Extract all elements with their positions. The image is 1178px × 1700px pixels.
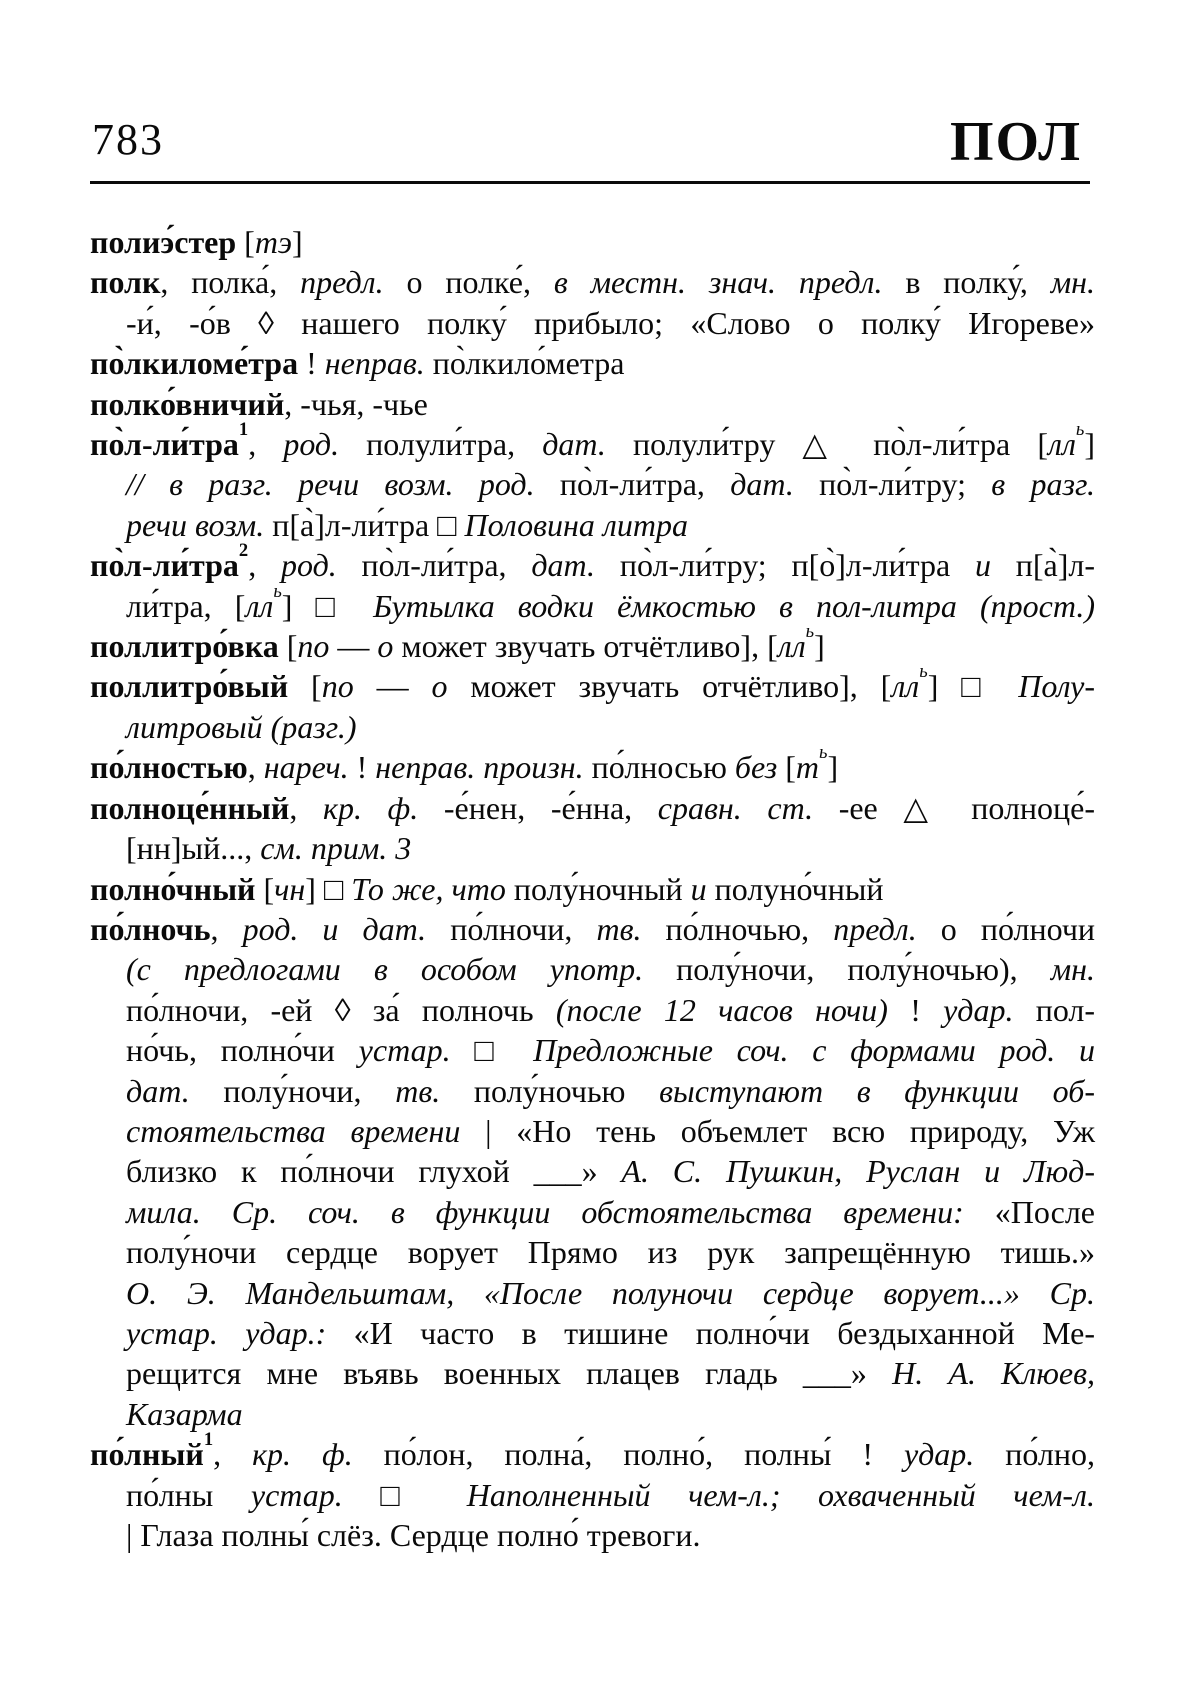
text-run: □ [342, 1476, 467, 1513]
headword: полноце́нный [90, 789, 290, 826]
text-run: -и́, -о́в ◊ нашего полку́ прибыло; «Слово о полку́ Игореве» [126, 304, 1095, 341]
text-run: лл [777, 628, 806, 665]
dictionary-entry [90, 419, 1096, 545]
entry-line [90, 909, 1095, 949]
text-run: по̀л-ли́тру; [793, 466, 992, 503]
text-run: дат. [531, 547, 596, 584]
text-run: [ [288, 668, 322, 705]
text-run: по́лночи, -ей ◊ за́ полночь [126, 991, 556, 1028]
text-run: , -чья, -чье [284, 385, 428, 422]
text-run: по̀л-ли́тру; п[о̀]л-ли́тра [595, 547, 975, 584]
entry-line [90, 1030, 1095, 1070]
text-run: дат. [542, 426, 606, 463]
text-run: | Глаза полны́ слёз. Сердце полно́ тревоги. [126, 1517, 701, 1553]
text-run: о [431, 668, 448, 705]
text-run: | «Но тень объемлет всю природу, Уж [460, 1112, 1096, 1149]
text-run: по̀л-ли́тра, [336, 547, 532, 584]
text-run: по́лночи, [426, 910, 597, 947]
entry-line [90, 384, 1095, 424]
text-run: кр. ф. [322, 789, 419, 826]
text-run: ь [919, 661, 928, 683]
text-run: род. [283, 426, 340, 463]
header-divider [90, 181, 1090, 184]
entry-line [90, 707, 1095, 747]
entry-line [90, 262, 1095, 302]
text-run: но́чь, полно́чи [126, 1032, 359, 1069]
text-run: предл. [300, 264, 384, 301]
text-run: ли́тра, [ [126, 587, 246, 624]
headword: по́лночь [90, 910, 211, 947]
text-run: ! [887, 991, 944, 1028]
dictionary-entry [90, 1429, 1096, 1555]
headword: 1 [238, 419, 249, 441]
headword: 1 [203, 1429, 214, 1451]
text-run: -ее △ полноце́- [813, 789, 1096, 826]
text-run: см. прим. 3 [260, 830, 412, 867]
text-run: предл. [833, 910, 917, 947]
entry-line [90, 1192, 1095, 1232]
entry-line [90, 1429, 1096, 1474]
headword: 2 [238, 540, 249, 562]
text-run: и [690, 870, 707, 907]
text-run: дат. [126, 1072, 190, 1109]
entry-line [90, 540, 1096, 585]
text-run: (после 12 часов ночи) [555, 991, 888, 1028]
text-run: полу́ночью [440, 1072, 660, 1109]
text-run: по́лносью [583, 749, 735, 786]
entry-line [90, 1313, 1095, 1353]
text-run: по́лны [126, 1476, 251, 1513]
text-run: Половина литра [464, 506, 688, 543]
text-run: [нн]ый..., [126, 830, 261, 867]
page-number: 783 [92, 115, 164, 164]
entry-line [90, 990, 1095, 1030]
dictionary-entry [90, 742, 1095, 787]
text-run: тв. [395, 1072, 441, 1109]
entry-line [90, 621, 1095, 666]
entry-line [90, 1111, 1095, 1151]
text-run: род. [281, 547, 337, 584]
dictionary-entry [90, 384, 1095, 424]
entry-line [90, 742, 1095, 787]
text-run: [ [777, 749, 796, 786]
text-run: в полку́, [882, 264, 1051, 301]
text-run: кр. ф. [252, 1436, 353, 1473]
text-run: рещится мне въявь военных плацев гладь ___» [126, 1355, 893, 1392]
headword: по́лностью [90, 749, 248, 786]
text-run: ] □ [305, 870, 352, 907]
text-run: полу́ночи, полу́ночью), [643, 951, 1051, 988]
text-run: по̀лкило́метра [424, 345, 625, 382]
text-run: удар. [943, 991, 1014, 1028]
entry-line [90, 343, 1095, 383]
text-run: без [734, 749, 778, 786]
entry-line [90, 1394, 1095, 1434]
entry-line [90, 580, 1096, 626]
text-run: устар. удар.: [126, 1314, 327, 1351]
text-run: , [210, 910, 243, 947]
entry-line [90, 1273, 1095, 1313]
text-run: (с предлогами в особом употр. [126, 951, 644, 988]
text-run: □ [450, 1032, 534, 1069]
text-run: , [248, 547, 281, 584]
text-run: ] □ [927, 668, 1019, 705]
headword: полно́чный [90, 870, 256, 907]
text-run: полули́тра, [339, 426, 543, 463]
text-run: полу́ночи сердце ворует Прямо из рук запрещённую тишь.» [126, 1234, 1095, 1271]
entry-line [90, 1475, 1095, 1515]
headword: по̀лкиломе́тра [90, 345, 299, 382]
text-run: сравн. ст. [657, 789, 814, 826]
entry-line [90, 1151, 1095, 1191]
text-run: может звучать отчётливо], [ [393, 628, 778, 665]
text-run: мн. [1050, 951, 1096, 988]
text-run: «После [963, 1193, 1096, 1230]
text-run: устар. [358, 1032, 451, 1069]
text-run: и [974, 547, 991, 584]
entry-line [90, 222, 1095, 262]
text-run: пол- [1013, 991, 1096, 1028]
dictionary-entry [90, 621, 1095, 666]
text-run: ] [827, 749, 839, 786]
headword: поллитро́вый [90, 668, 289, 705]
text-run: А. С. Пушкин, Руслан и Люд- [621, 1153, 1096, 1190]
dictionary-entry [90, 540, 1096, 626]
text-run: лл [891, 668, 920, 705]
text-run: нареч. [263, 749, 349, 786]
headword: полко́вничий [90, 385, 285, 422]
text-run: неправ. [324, 345, 425, 382]
text-run: полуно́чный [706, 870, 884, 907]
text-run: Наполненный чем-л.; охваченный чем-л. [466, 1476, 1095, 1513]
text-run: по́лночью, [641, 910, 834, 947]
text-run: тв. [596, 910, 642, 947]
headword: по̀л-ли́тра [90, 426, 239, 463]
headword: по̀л-ли́тра [90, 547, 239, 584]
dictionary-entry [90, 343, 1095, 383]
text-run: ] [1084, 426, 1096, 463]
text-run: о [377, 628, 394, 665]
text-run: ь [273, 580, 282, 602]
text-run: в разг. [991, 466, 1096, 503]
dictionary-entry [90, 262, 1095, 343]
text-run: дат. [730, 466, 794, 503]
entry-line [90, 1071, 1095, 1111]
text-run: // в разг. речи возм. род. [126, 466, 535, 503]
text-run: неправ. произн. [375, 749, 584, 786]
text-run: стоятельства времени [126, 1112, 461, 1149]
text-run: [ [278, 628, 298, 665]
text-run: То же, что [351, 870, 506, 907]
dictionary-entry [90, 869, 1095, 909]
entry-line [90, 788, 1095, 828]
text-run: тэ [254, 224, 293, 260]
text-run: лл [245, 587, 274, 624]
text-run: устар. [250, 1476, 343, 1513]
text-run: чн [274, 870, 306, 907]
headword: по́лный [90, 1436, 204, 1473]
text-run: , [289, 789, 323, 826]
text-run: о по́лночи [916, 910, 1096, 947]
text-run: п[а̀]л- [990, 547, 1096, 584]
text-run: Бутылка водки ёмкостью в пол-литра (прост.) [373, 587, 1096, 624]
dictionary-entry [90, 788, 1095, 869]
dictionary-entry [90, 909, 1095, 1434]
text-run: , [247, 749, 264, 786]
text-run: о полке́, [383, 264, 554, 301]
text-run: , [213, 1436, 253, 1473]
dictionary-entry [90, 222, 1095, 262]
text-run: Казарма [126, 1395, 243, 1432]
text-run: полу́ночи, [189, 1072, 396, 1109]
text-run: удар. [903, 1436, 975, 1473]
text-run: Полу- [1018, 668, 1095, 705]
text-run: ] □ [281, 587, 374, 624]
text-run: ! [348, 749, 376, 786]
entries [90, 222, 1095, 1555]
text-run: лл [1048, 426, 1076, 463]
text-run: по́лно, [974, 1436, 1096, 1473]
text-run: полу́ночный [505, 870, 691, 907]
text-run: «И часто в тишине полно́чи бездыханной Ме- [326, 1314, 1095, 1351]
text-run: Предложные соч. с формами род. и [533, 1032, 1096, 1069]
text-run: род. и дат. [242, 910, 427, 947]
entry-line [90, 1232, 1095, 1272]
text-run: ] [814, 628, 825, 665]
entry-line [90, 419, 1096, 464]
text-run: [ [236, 224, 255, 260]
dictionary-entry [90, 661, 1095, 747]
text-run: мила. Ср. соч. в функции обстоятельства времени: [126, 1193, 964, 1230]
text-run: выступают в функции об- [659, 1072, 1096, 1109]
entry-line [90, 464, 1095, 504]
text-run: О. Э. Мандельштам, «После полуночи сердце ворует...» Ср. [126, 1274, 1095, 1311]
text-run: по [321, 668, 354, 705]
text-run: ! [298, 345, 325, 382]
text-run: [ [255, 870, 275, 907]
headword: полиэ́стер [90, 224, 237, 260]
text-run: полули́тру △ по̀л-ли́тра [ [605, 426, 1048, 463]
text-run: — [353, 668, 432, 705]
text-run: по́лон, полна́, полно́, полны́ ! [352, 1436, 904, 1473]
text-run: т [795, 749, 820, 786]
text-run: может звучать отчётливо], [ [447, 668, 892, 705]
text-run: , полка́, [160, 264, 301, 301]
headword: полк [90, 264, 161, 301]
text-run: п[а̀]л-ли́тра □ [264, 506, 465, 543]
text-run: -е́нен, -е́нна, [418, 789, 658, 826]
text-run: ь [819, 742, 828, 764]
text-run: ь [1075, 419, 1085, 441]
text-run: ] [292, 224, 303, 260]
entry-line [90, 661, 1095, 706]
entry-line [90, 1353, 1095, 1393]
entry-line [90, 869, 1095, 909]
entry-line [90, 1515, 1095, 1555]
text-run: мн. [1050, 264, 1096, 301]
headword: поллитро́вка [90, 628, 279, 665]
text-run: ь [805, 621, 815, 643]
entry-line [90, 828, 1095, 868]
text-run: по [297, 628, 330, 665]
text-run: близко к по́лночи глухой ___» [126, 1153, 622, 1190]
text-run: , [248, 426, 284, 463]
running-head: ПОЛ [949, 111, 1082, 173]
entry-line [90, 303, 1095, 343]
text-run: в местн. знач. предл. [553, 264, 883, 301]
text-run: Н. А. Клюев, [892, 1355, 1096, 1392]
text-run: речи возм. [126, 506, 265, 543]
text-run: литровый (разг.) [126, 708, 357, 745]
text-run: по̀л-ли́тра, [534, 466, 731, 503]
text-run: — [329, 628, 378, 665]
entry-line [90, 949, 1095, 989]
